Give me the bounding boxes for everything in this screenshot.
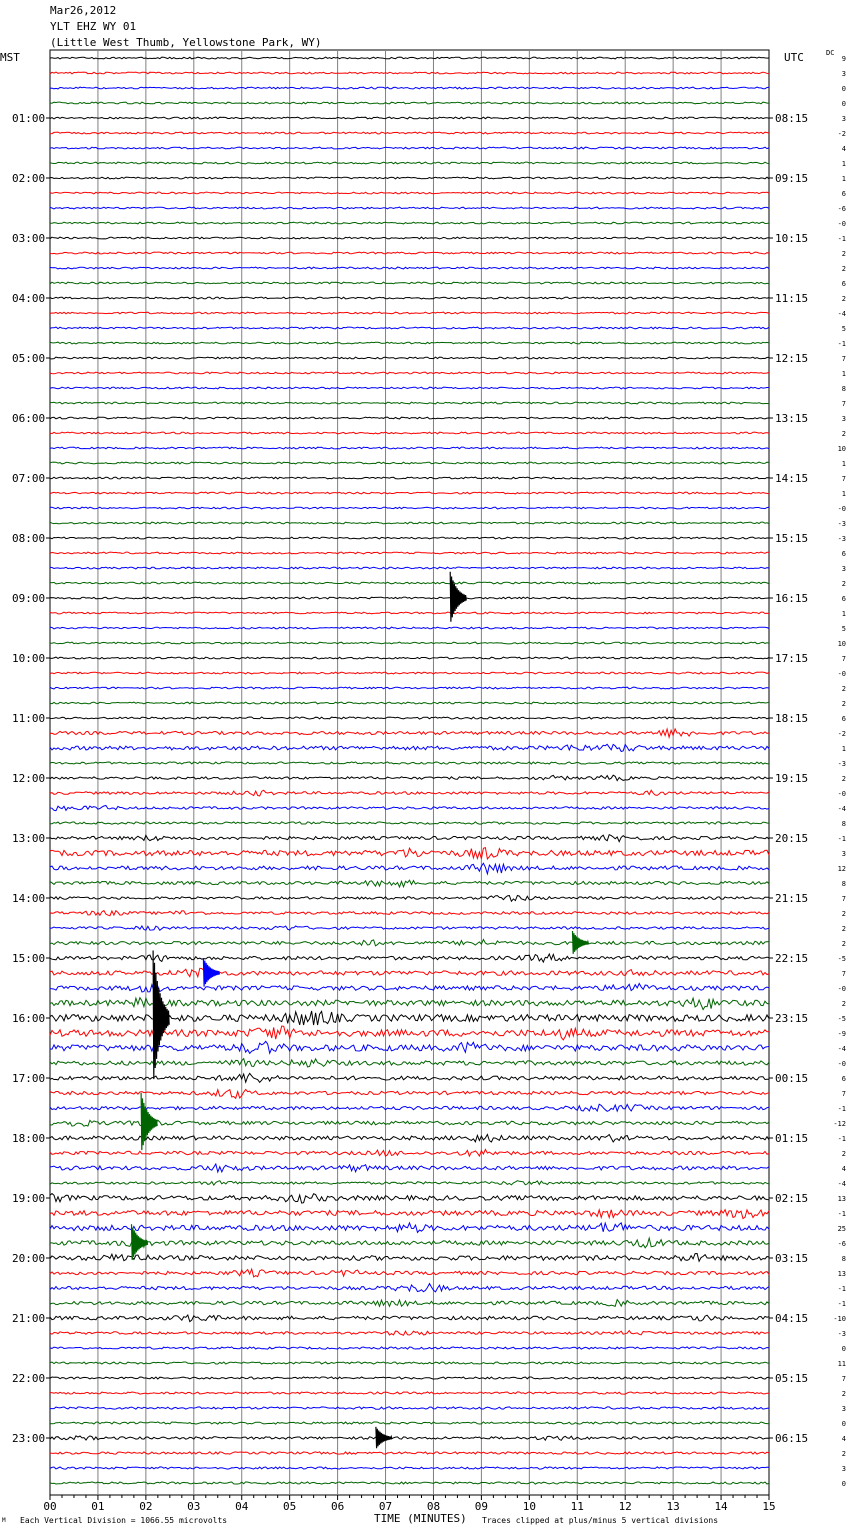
dc-offset-label: 10: [837, 445, 846, 453]
right-hour-label: 14:15: [775, 472, 809, 485]
right-hour-label: 08:15: [775, 112, 809, 125]
trace-row-52: [50, 835, 769, 842]
trace-row-72: [50, 1135, 769, 1143]
dc-offset-label: 4: [841, 145, 846, 153]
trace-row-8: [50, 177, 769, 179]
trace-row-47: [50, 762, 769, 764]
dc-offset-label: 3: [841, 1465, 846, 1473]
trace-row-51: [50, 822, 769, 824]
dc-offset-label: 1: [841, 490, 846, 498]
dc-offset-label: 7: [841, 895, 846, 903]
trace-row-83: [50, 1300, 769, 1307]
dc-offset-label: 25: [837, 1225, 846, 1233]
x-tick-label: 06: [330, 1500, 345, 1513]
x-tick-label: 04: [235, 1500, 249, 1513]
right-hour-label: 16:15: [775, 592, 809, 605]
dc-offset-label: -1: [837, 1105, 846, 1113]
right-hour-label: 11:15: [775, 292, 809, 305]
trace-row-68: [50, 1073, 769, 1082]
right-hour-label: 00:15: [775, 1072, 809, 1085]
dc-offset-label: -2: [837, 730, 846, 738]
trace-row-53: [50, 848, 769, 859]
trace-row-4: [50, 117, 769, 119]
trace-row-81: [50, 1269, 769, 1277]
dc-offset-label: -3: [837, 535, 846, 543]
dc-offset-label: 1: [841, 370, 846, 378]
left-hour-label: 19:00: [12, 1192, 46, 1205]
dc-offset-label: 10: [837, 640, 846, 648]
seismic-event-0: [450, 572, 466, 622]
left-hour-label: 17:00: [12, 1072, 46, 1085]
trace-row-91: [50, 1422, 769, 1424]
trace-row-58: [50, 926, 769, 930]
right-hour-label: 03:15: [775, 1252, 809, 1265]
dc-offset-label: 13: [837, 1195, 846, 1203]
seismic-event-2: [141, 1093, 157, 1150]
trace-row-23: [50, 402, 769, 404]
dc-offset-label: 11: [837, 1360, 846, 1368]
x-tick-label: 14: [714, 1500, 728, 1513]
x-tick-label: 09: [474, 1500, 489, 1513]
trace-row-94: [50, 1467, 769, 1469]
dc-offset-label: 6: [841, 595, 846, 603]
scale-note: Each Vertical Division = 1066.55 microvolts: [20, 1516, 228, 1525]
trace-row-43: [50, 702, 769, 704]
trace-row-22: [50, 387, 769, 389]
dc-offset-label: 2: [841, 685, 846, 693]
dc-offset-label: -3: [837, 520, 846, 528]
left-hour-label: 04:00: [12, 292, 46, 305]
dc-offset-label: 2: [841, 430, 846, 438]
corner-mark: M: [2, 1517, 6, 1524]
dc-offset-label: -12: [833, 1120, 846, 1128]
dc-offset-label: 6: [841, 280, 846, 288]
dc-offset-label: 1: [841, 745, 846, 753]
left-hour-label: 02:00: [12, 172, 46, 185]
dc-offset-label: -1: [837, 340, 846, 348]
trace-row-92: [50, 1436, 769, 1441]
dc-offset-label: -4: [837, 1180, 846, 1188]
dc-offset-label: 6: [841, 1075, 846, 1083]
right-hour-label: 15:15: [775, 532, 809, 545]
x-tick-label: 01: [91, 1500, 105, 1513]
dc-offset-label: 3: [841, 415, 846, 423]
trace-row-69: [50, 1089, 769, 1098]
trace-row-44: [50, 717, 769, 719]
dc-offset-label: 7: [841, 400, 846, 408]
x-tick-label: 08: [426, 1500, 441, 1513]
x-tick-label: 00: [43, 1500, 57, 1513]
dc-offset-header: DC: [826, 49, 835, 57]
dc-offset-label: 12: [837, 865, 846, 873]
right-timezone-label: UTC: [784, 51, 804, 64]
trace-row-77: [50, 1210, 769, 1219]
dc-offset-label: 2: [841, 940, 846, 948]
left-hour-label: 11:00: [12, 712, 46, 725]
left-hour-label: 13:00: [12, 832, 46, 845]
right-hour-label: 21:15: [775, 892, 809, 905]
dc-offset-label: 8: [841, 1255, 846, 1263]
dc-offset-label: 8: [841, 385, 846, 393]
dc-offset-label: -4: [837, 1045, 846, 1053]
trace-row-50: [50, 806, 769, 811]
trace-row-87: [50, 1362, 769, 1364]
seismic-event-3: [132, 1224, 148, 1260]
seismic-event-6: [376, 1427, 392, 1448]
dc-offset-label: -1: [837, 835, 846, 843]
trace-row-80: [50, 1254, 769, 1262]
dc-offset-label: 2: [841, 700, 846, 708]
dc-offset-label: -9: [837, 1030, 846, 1038]
left-hour-label: 20:00: [12, 1252, 46, 1265]
dc-offset-label: -1: [837, 235, 846, 243]
dc-offset-label: 13: [837, 1270, 846, 1278]
dc-offset-label: 6: [841, 190, 846, 198]
trace-row-49: [50, 790, 769, 796]
trace-row-40: [50, 657, 769, 659]
left-hour-label: 05:00: [12, 352, 46, 365]
trace-row-76: [50, 1194, 769, 1204]
trace-row-11: [50, 222, 769, 224]
left-hour-label: 16:00: [12, 1012, 46, 1025]
trace-row-85: [50, 1331, 769, 1336]
trace-row-9: [50, 192, 769, 194]
trace-row-95: [50, 1482, 769, 1484]
trace-row-26: [50, 447, 769, 449]
dc-offset-label: 0: [841, 1420, 846, 1428]
dc-offset-label: 2: [841, 265, 846, 273]
trace-row-35: [50, 582, 769, 584]
right-hour-label: 22:15: [775, 952, 809, 965]
x-tick-label: 13: [666, 1500, 680, 1513]
trace-row-14: [50, 267, 769, 269]
trace-row-32: [50, 537, 769, 539]
dc-offset-label: 2: [841, 1390, 846, 1398]
dc-offset-label: -1: [837, 1300, 846, 1308]
trace-row-3: [50, 102, 769, 104]
dc-offset-label: 1: [841, 460, 846, 468]
x-tick-label: 02: [139, 1500, 153, 1513]
right-hour-label: 09:15: [775, 172, 809, 185]
dc-offset-label: 1: [841, 175, 846, 183]
dc-offset-label: -1: [837, 1285, 846, 1293]
dc-offset-label: 5: [841, 325, 846, 333]
left-hour-label: 08:00: [12, 532, 46, 545]
dc-offset-label: 2: [841, 910, 846, 918]
trace-row-75: [50, 1181, 769, 1185]
dc-offset-label: 8: [841, 820, 846, 828]
dc-offset-label: 0: [841, 1480, 846, 1488]
left-hour-label: 15:00: [12, 952, 46, 965]
trace-row-31: [50, 522, 769, 524]
dc-offset-label: 4: [841, 1435, 846, 1443]
trace-row-15: [50, 282, 769, 284]
left-hour-label: 23:00: [12, 1432, 46, 1445]
trace-row-60: [50, 954, 769, 962]
trace-row-70: [50, 1104, 769, 1111]
left-hour-label: 21:00: [12, 1312, 46, 1325]
trace-row-38: [50, 627, 769, 629]
trace-row-67: [50, 1059, 769, 1067]
left-hour-label: 09:00: [12, 592, 46, 605]
trace-row-84: [50, 1315, 769, 1322]
trace-row-90: [50, 1407, 769, 1409]
trace-row-41: [50, 672, 769, 674]
seismic-event-1: [153, 951, 169, 1080]
right-hour-label: 23:15: [775, 1012, 809, 1025]
dc-offset-label: 2: [841, 775, 846, 783]
x-axis-title: TIME (MINUTES): [374, 1512, 467, 1525]
x-tick-label: 15: [762, 1500, 776, 1513]
dc-offset-label: -4: [837, 805, 846, 813]
trace-row-57: [50, 911, 769, 916]
dc-offset-label: -0: [837, 1060, 846, 1068]
dc-offset-label: 3: [841, 850, 846, 858]
trace-row-55: [50, 880, 769, 887]
trace-row-30: [50, 507, 769, 509]
dc-offset-label: 8: [841, 880, 846, 888]
trace-row-46: [50, 744, 769, 751]
dc-offset-label: 4: [841, 1165, 846, 1173]
trace-row-12: [50, 237, 769, 239]
dc-offset-label: 7: [841, 1375, 846, 1383]
seismic-event-4: [203, 958, 219, 987]
x-tick-label: 12: [618, 1500, 632, 1513]
left-hour-label: 01:00: [12, 112, 46, 125]
trace-row-7: [50, 162, 769, 164]
x-tick-label: 07: [378, 1500, 393, 1513]
trace-row-25: [50, 432, 769, 434]
dc-offset-label: 2: [841, 295, 846, 303]
left-hour-label: 07:00: [12, 472, 46, 485]
dc-offset-label: -0: [837, 790, 846, 798]
station-location: (Little West Thumb, Yellowstone Park, WY): [50, 36, 322, 49]
right-hour-label: 20:15: [775, 832, 809, 845]
trace-row-59: [50, 939, 769, 946]
dc-offset-label: -1: [837, 1135, 846, 1143]
dc-offset-label: -3: [837, 760, 846, 768]
right-hour-label: 12:15: [775, 352, 809, 365]
trace-row-86: [50, 1347, 769, 1349]
trace-row-10: [50, 207, 769, 209]
trace-row-73: [50, 1149, 769, 1156]
dc-offset-label: 3: [841, 1405, 846, 1413]
dc-offset-label: -0: [837, 220, 846, 228]
trace-row-34: [50, 567, 769, 569]
left-timezone-label: MST: [0, 51, 20, 64]
trace-row-56: [50, 896, 769, 902]
dc-offset-label: 2: [841, 1000, 846, 1008]
trace-row-36: [50, 597, 769, 599]
trace-row-48: [50, 775, 769, 780]
dc-offset-label: -5: [837, 1015, 846, 1023]
trace-row-6: [50, 147, 769, 149]
dc-offset-label: 9: [841, 55, 846, 63]
dc-offset-label: 2: [841, 1450, 846, 1458]
trace-row-39: [50, 642, 769, 644]
left-hour-label: 18:00: [12, 1132, 46, 1145]
right-hour-label: 06:15: [775, 1432, 809, 1445]
right-hour-label: 17:15: [775, 652, 809, 665]
dc-offset-label: -6: [837, 1240, 846, 1248]
dc-offset-label: 0: [841, 100, 846, 108]
dc-offset-label: -0: [837, 985, 846, 993]
seismic-event-5: [573, 931, 589, 954]
dc-offset-label: -1: [837, 1210, 846, 1218]
dc-offset-label: 5: [841, 625, 846, 633]
trace-row-29: [50, 492, 769, 494]
dc-offset-label: -5: [837, 955, 846, 963]
dc-offset-label: 3: [841, 70, 846, 78]
trace-row-2: [50, 87, 769, 89]
dc-offset-label: 1: [841, 610, 846, 618]
trace-row-24: [50, 417, 769, 419]
left-hour-label: 06:00: [12, 412, 46, 425]
dc-offset-label: 6: [841, 715, 846, 723]
right-hour-label: 02:15: [775, 1192, 809, 1205]
trace-row-93: [50, 1452, 769, 1454]
trace-row-42: [50, 687, 769, 689]
dc-offset-label: 2: [841, 1150, 846, 1158]
trace-row-74: [50, 1164, 769, 1172]
right-hour-label: 19:15: [775, 772, 809, 785]
x-tick-label: 03: [187, 1500, 201, 1513]
dc-offset-label: 7: [841, 1090, 846, 1098]
trace-row-1: [50, 72, 769, 74]
dc-offset-label: 2: [841, 925, 846, 933]
dc-offset-label: 6: [841, 550, 846, 558]
plot-frame: [50, 50, 769, 1495]
dc-offset-label: -4: [837, 310, 846, 318]
clip-note: Traces clipped at plus/minus 5 vertical divisions: [482, 1516, 719, 1525]
dc-offset-label: -0: [837, 505, 846, 513]
dc-offset-label: -0: [837, 670, 846, 678]
right-hour-label: 04:15: [775, 1312, 809, 1325]
trace-row-71: [50, 1120, 769, 1127]
trace-row-17: [50, 312, 769, 314]
trace-row-78: [50, 1223, 769, 1233]
dc-offset-label: 7: [841, 475, 846, 483]
trace-row-21: [50, 372, 769, 374]
left-hour-label: 22:00: [12, 1372, 46, 1385]
trace-row-82: [50, 1284, 769, 1292]
dc-offset-label: -2: [837, 130, 846, 138]
station-code: YLT EHZ WY 01: [50, 20, 137, 33]
dc-offset-label: 3: [841, 115, 846, 123]
dc-offset-label: -10: [833, 1315, 846, 1323]
right-hour-label: 05:15: [775, 1372, 809, 1385]
record-date: Mar26,2012: [50, 4, 117, 17]
dc-offset-label: 2: [841, 250, 846, 258]
left-hour-label: 10:00: [12, 652, 46, 665]
trace-row-37: [50, 612, 769, 614]
trace-row-5: [50, 132, 769, 134]
trace-row-18: [50, 327, 769, 329]
trace-row-27: [50, 462, 769, 464]
trace-row-0: [50, 57, 769, 59]
x-tick-label: 05: [283, 1500, 297, 1513]
x-tick-label: 11: [570, 1500, 584, 1513]
right-hour-label: 18:15: [775, 712, 809, 725]
dc-offset-label: 7: [841, 655, 846, 663]
dc-offset-label: 0: [841, 1345, 846, 1353]
dc-offset-label: 2: [841, 580, 846, 588]
left-hour-label: 03:00: [12, 232, 46, 245]
dc-offset-label: 1: [841, 160, 846, 168]
x-tick-label: 10: [522, 1500, 536, 1513]
dc-offset-label: -3: [837, 1330, 846, 1338]
right-hour-label: 01:15: [775, 1132, 809, 1145]
dc-offset-label: 7: [841, 970, 846, 978]
trace-row-16: [50, 297, 769, 299]
trace-row-33: [50, 552, 769, 554]
dc-offset-label: -6: [837, 205, 846, 213]
right-hour-label: 10:15: [775, 232, 809, 245]
trace-row-54: [50, 863, 769, 874]
dc-offset-label: 3: [841, 565, 846, 573]
trace-row-13: [50, 252, 769, 254]
dc-offset-label: 0: [841, 85, 846, 93]
trace-row-61: [50, 968, 769, 976]
dc-offset-label: 7: [841, 355, 846, 363]
trace-row-19: [50, 342, 769, 344]
left-hour-label: 12:00: [12, 772, 46, 785]
trace-row-20: [50, 357, 769, 359]
right-hour-label: 13:15: [775, 412, 809, 425]
trace-row-89: [50, 1392, 769, 1394]
trace-row-45: [50, 729, 769, 737]
trace-row-28: [50, 477, 769, 479]
trace-row-79: [50, 1238, 769, 1248]
left-hour-label: 14:00: [12, 892, 46, 905]
trace-row-88: [50, 1377, 769, 1379]
